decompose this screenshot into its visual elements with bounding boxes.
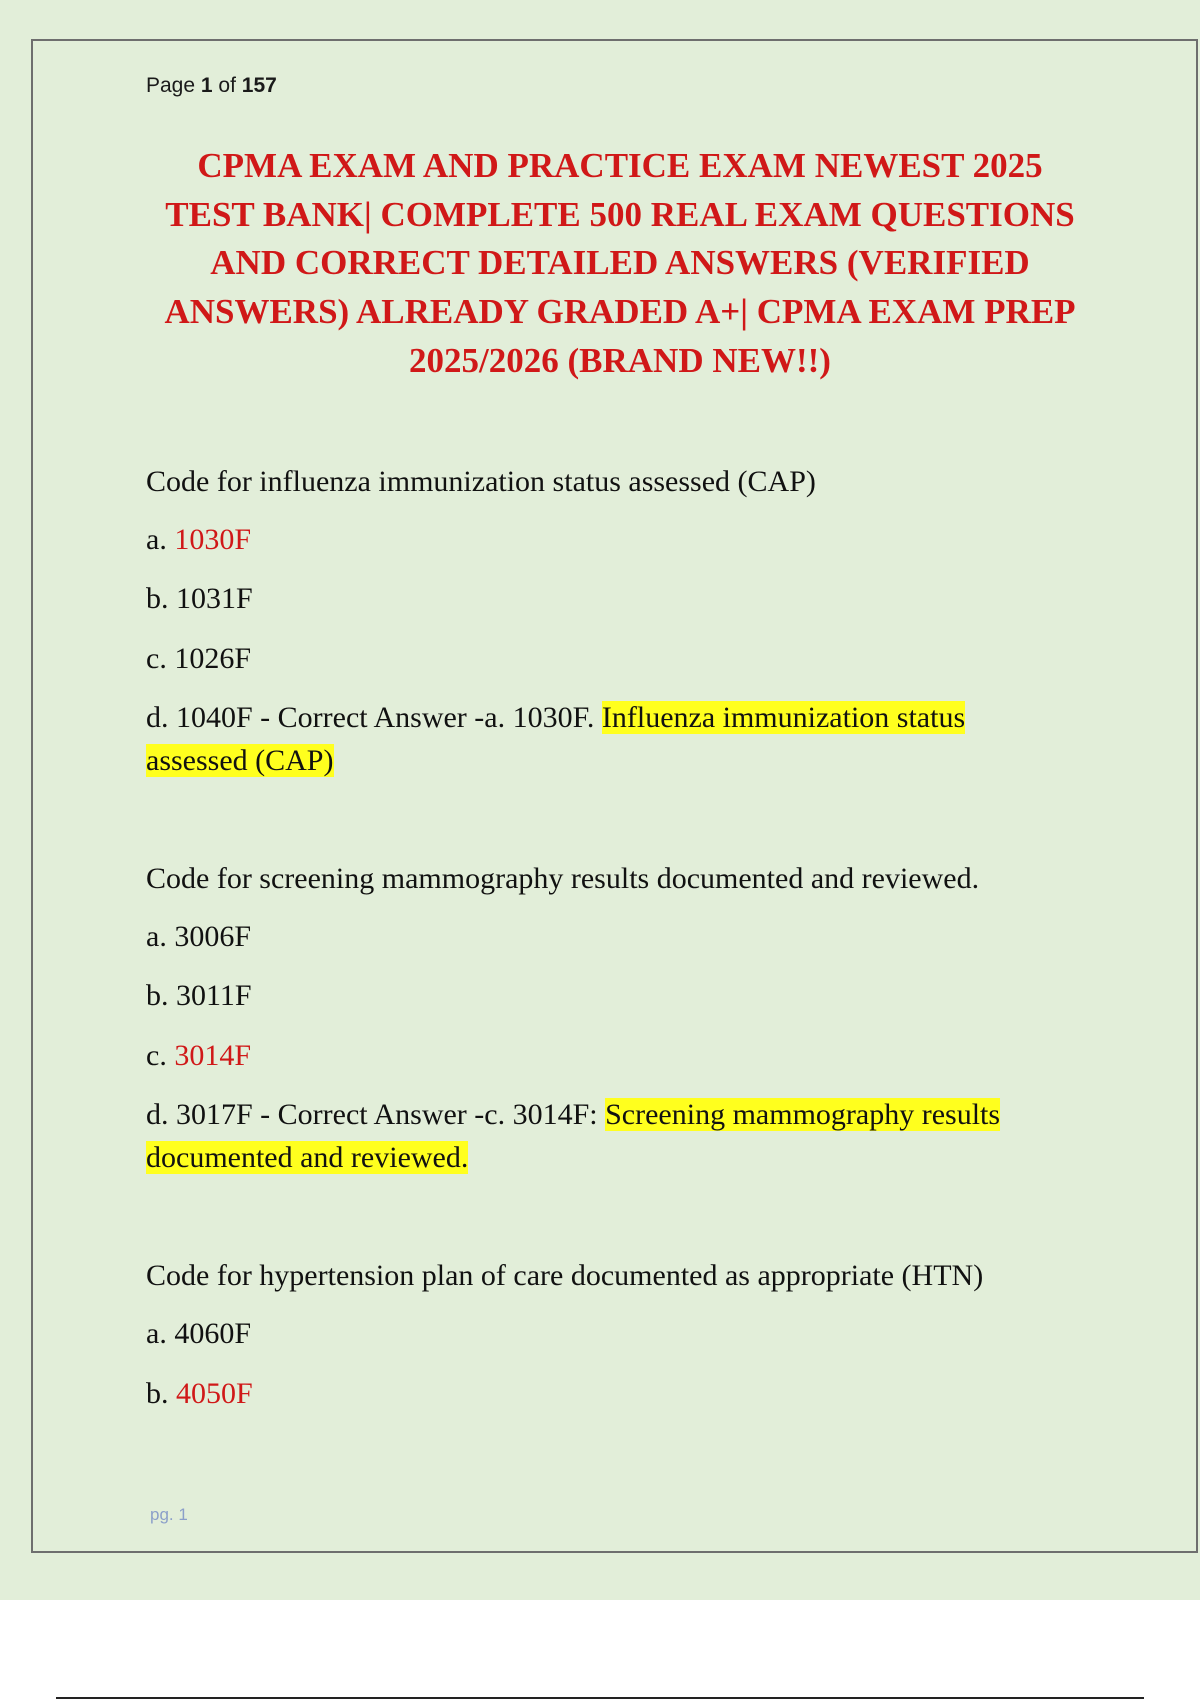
question-1-option-d-answer: d. 1040F - Correct Answer -a. 1030F. Influenza immunization status (146, 701, 966, 734)
question-1-option-a: a. 1030F (146, 523, 252, 556)
title-line: AND CORRECT DETAILED ANSWERS (VERIFIED (210, 243, 1030, 283)
bottom-divider (56, 1697, 1144, 1699)
title-line: TEST BANK| COMPLETE 500 REAL EXAM QUESTIONS (165, 194, 1075, 234)
answer-explanation-highlight: assessed (CAP) (146, 744, 334, 777)
question-2-option-d-answer: d. 3017F - Correct Answer -c. 3014F: Screening mammography results (146, 1098, 1001, 1131)
title-line: CPMA EXAM AND PRACTICE EXAM NEWEST 2025 (197, 146, 1043, 185)
question-1-prompt: Code for influenza immunization status assessed (CAP) (146, 465, 816, 498)
question-2-prompt: Code for screening mammography results documented and reviewed. (146, 862, 980, 895)
question-1-option-c: c. 1026F (146, 642, 252, 675)
correct-option-code: 3014F (174, 1039, 252, 1072)
question-2-option-a: a. 3006F (146, 920, 252, 953)
current-page-number: 1 (200, 74, 213, 97)
total-page-count: 157 (241, 74, 277, 97)
answer-explanation-highlight: Screening mammography results (605, 1098, 1001, 1131)
question-2-explanation-continued (146, 1141, 468, 1175)
footer-page-label: pg. 1 (150, 1505, 188, 1524)
answer-explanation-highlight: documented and reviewed. (146, 1141, 469, 1174)
question-3-option-a: a. 4060F (146, 1317, 252, 1350)
answer-explanation-highlight: Influenza immunization status (601, 701, 966, 734)
question-1-explanation-continued (146, 744, 334, 778)
document-title (130, 142, 1110, 386)
title-line: 2025/2026 (BRAND NEW!!) (409, 340, 831, 380)
title-line: ANSWERS) ALREADY GRADED A+| CPMA EXAM PREP (164, 292, 1076, 332)
question-2-option-b: b. 3011F (146, 979, 252, 1012)
question-2-option-c: c. 3014F (146, 1039, 252, 1072)
page-counter: Page 1 of 157 (146, 74, 277, 97)
correct-option-code: 4050F (176, 1377, 253, 1410)
question-3-option-b: b. 4050F (146, 1377, 253, 1410)
question-3-prompt: Code for hypertension plan of care documented as appropriate (HTN) (146, 1259, 984, 1292)
question-1-option-b: b. 1031F (146, 582, 253, 615)
correct-option-code: 1030F (174, 523, 252, 556)
